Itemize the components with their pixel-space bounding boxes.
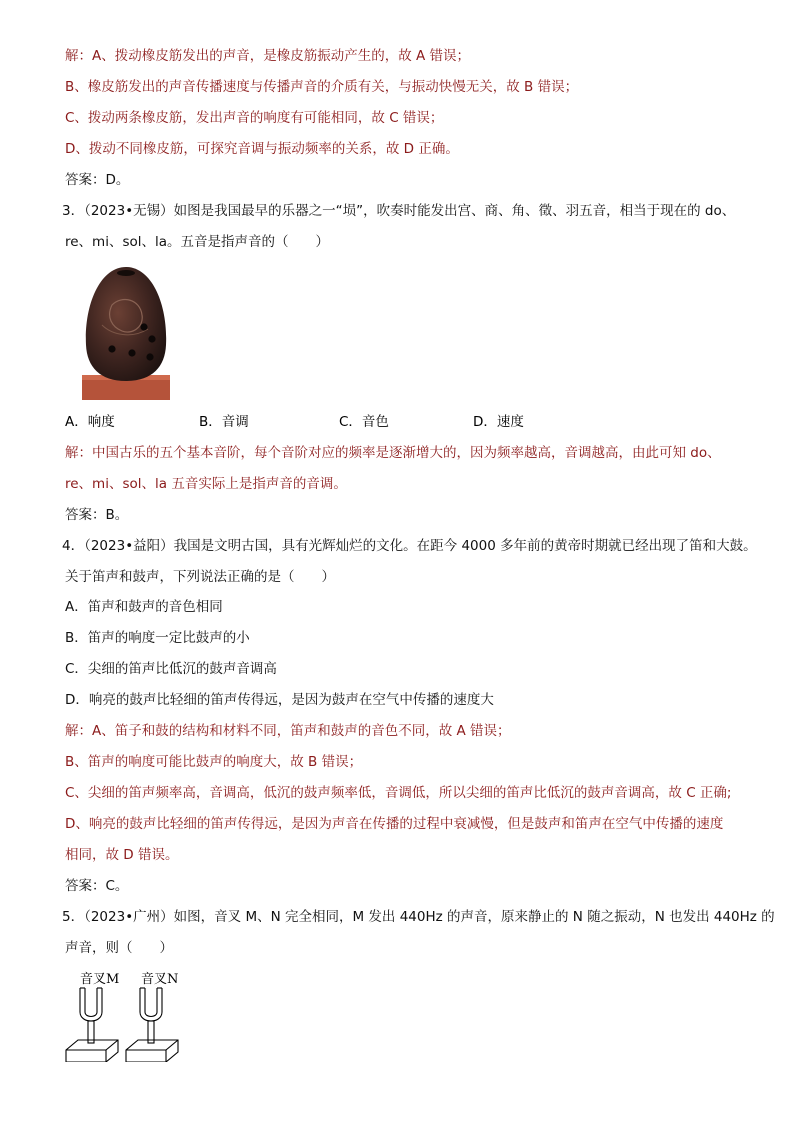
option-c: C．音色 (339, 414, 389, 430)
question-4-solution-c: C、尖细的笛声频率高，音调高，低沉的鼓声频率低，音调低，所以尖细的笛声比低沉的鼓声音调高，故 C 正确; (65, 785, 732, 801)
question-4-solution-d: D、响亮的鼓声比轻细的笛声传得远，是因为声音在传播的过程中衰减慢，但是鼓声和笛声在空气中传播的速度 (65, 816, 724, 832)
question-4-stem-cont: 关于笛声和鼓声，下列说法正确的是（ ） (65, 569, 335, 585)
option-a: A．响度 (65, 414, 115, 430)
tuning-fork-m (66, 988, 118, 1062)
question-4-option-b: B．笛声的响度一定比鼓声的小 (65, 630, 250, 646)
question-3-stem: 3．（2023•无锡）如图是我国最早的乐器之一“埙”，吹奏时能发出宫、商、角、徵、羽五音，相当于现在的 do、 (62, 203, 736, 219)
question-3-options (65, 413, 524, 431)
option-d: D．速度 (473, 414, 524, 430)
tuning-fork-n (126, 988, 178, 1062)
question-4-stem: 4．（2023•益阳）我国是文明古国，具有光辉灿烂的文化。在距今 4000 多年前的黄帝时期就已经出现了笛和大鼓。 (62, 538, 757, 554)
solution-line-d: D、拨动不同橡皮筋，可探究音调与振动频率的关系，故 D 正确。 (65, 141, 459, 157)
question-3-solution: 解：中国古乐的五个基本音阶，每个音阶对应的频率是逐渐增大的，因为频率越高，音调越高，由此可知 do、 (65, 445, 721, 461)
xun-instrument-image (82, 265, 170, 400)
question-4-option-c: C．尖细的笛声比低沉的鼓声音调高 (65, 661, 277, 677)
answer-line: 答案：D。 (65, 172, 130, 188)
question-3-answer: 答案：B。 (65, 507, 129, 523)
question-3-solution-cont: re、mi、sol、la 五音实际上是指声音的音调。 (65, 476, 347, 492)
fork-n-label: 音叉N (141, 972, 179, 987)
question-4-solution-d-cont: 相同，故 D 错误。 (65, 847, 179, 863)
question-5-stem: 5．（2023•广州）如图，音叉 M、N 完全相同，M 发出 440Hz 的声音，原来静止的 N 随之振动，N 也发出 440Hz 的 (62, 909, 775, 925)
option-b: B．音调 (199, 414, 249, 430)
question-4-answer: 答案：C。 (65, 878, 129, 894)
fork-m-label: 音叉M (80, 972, 120, 987)
question-4-option-d: D．响亮的鼓声比轻细的笛声传得远，是因为鼓声在空气中传播的速度大 (65, 692, 494, 708)
question-5-stem-cont: 声音，则（ ） (65, 940, 173, 956)
question-4-solution-a: 解：A、笛子和鼓的结构和材料不同，笛声和鼓声的音色不同，故 A 错误； (65, 723, 511, 739)
question-4-solution-b: B、笛声的响度可能比鼓声的响度大，故 B 错误； (65, 754, 363, 770)
question-4-option-a: A．笛声和鼓声的音色相同 (65, 599, 223, 615)
solution-line-a: 解：A、拨动橡皮筋发出的声音，是橡皮筋振动产生的，故 A 错误； (65, 48, 471, 64)
solution-line-b: B、橡皮筋发出的声音传播速度与传播声音的介质有关，与振动快慢无关，故 B 错误； (65, 79, 579, 95)
tuning-forks-diagram (64, 986, 180, 1062)
question-3-stem-cont: re、mi、sol、la。五音是指声音的（ ） (65, 234, 330, 250)
solution-line-c: C、拨动两条橡皮筋，发出声音的响度有可能相同，故 C 错误； (65, 110, 444, 126)
